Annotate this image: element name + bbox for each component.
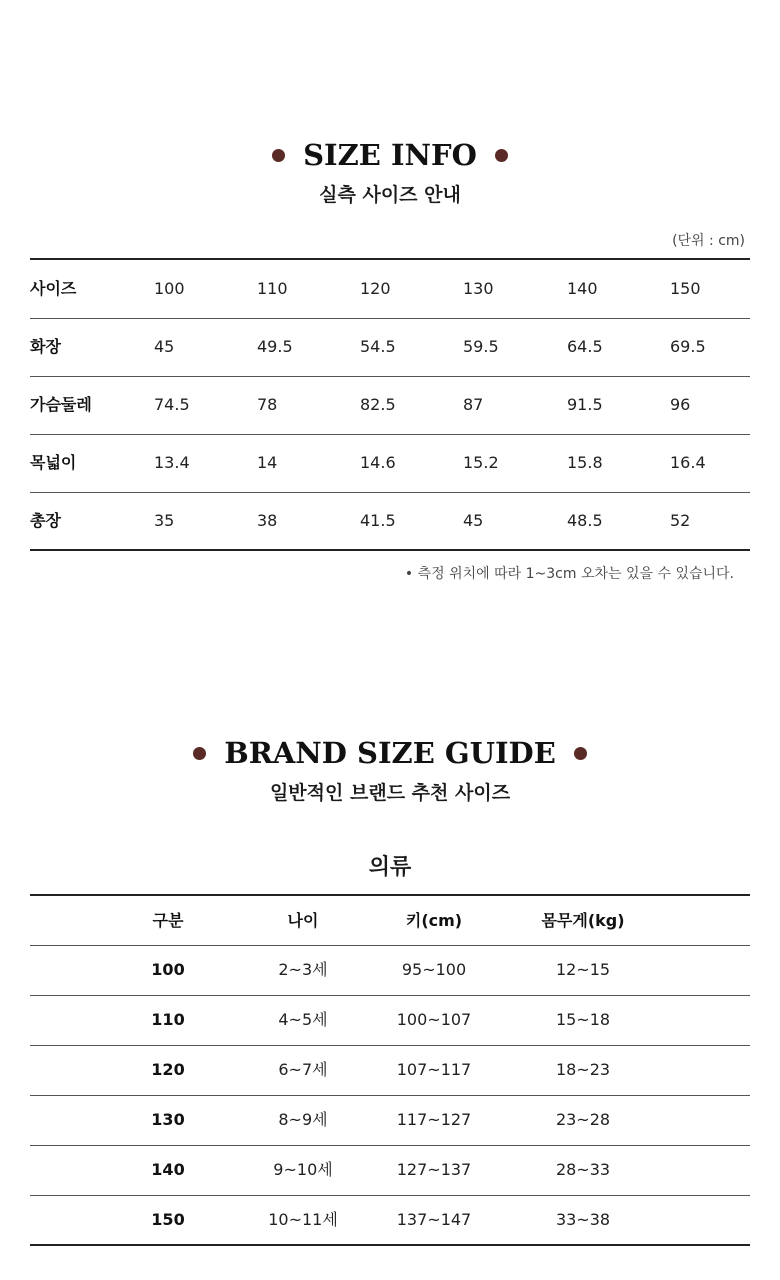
guide-cell: 95~100 bbox=[401, 960, 467, 979]
header-divider bbox=[30, 945, 750, 946]
size-cell: 82.5 bbox=[360, 395, 396, 414]
column-header: 구분 bbox=[152, 910, 184, 930]
guide-cell: 10~11세 bbox=[268, 1210, 338, 1229]
guide-cell: 137~147 bbox=[396, 1210, 472, 1229]
size-value: 140 bbox=[151, 1160, 185, 1179]
size-cell: 130 bbox=[463, 279, 494, 298]
size-cell: 69.5 bbox=[670, 337, 706, 356]
row-divider bbox=[30, 318, 750, 319]
size-cell: 16.4 bbox=[670, 453, 706, 472]
size-cell: 35 bbox=[154, 511, 175, 530]
guide-cell: 18~23 bbox=[555, 1060, 611, 1079]
size-cell: 14 bbox=[257, 453, 278, 472]
size-row-label: 가슴둘레 bbox=[30, 395, 92, 414]
guide-cell: 107~117 bbox=[396, 1060, 472, 1079]
size-cell: 48.5 bbox=[567, 511, 603, 530]
guide-cell: 4~5세 bbox=[278, 1010, 328, 1029]
size-cell: 45 bbox=[154, 337, 175, 356]
guide-cell: 8~9세 bbox=[278, 1110, 328, 1129]
size-info-title: SIZE INFO bbox=[303, 138, 477, 172]
column-header: 나이 bbox=[287, 910, 319, 930]
guide-cell: 117~127 bbox=[396, 1110, 472, 1129]
size-cell: 120 bbox=[360, 279, 391, 298]
size-value: 120 bbox=[151, 1060, 185, 1079]
size-cell: 78 bbox=[257, 395, 278, 414]
size-cell: 91.5 bbox=[567, 395, 603, 414]
size-cell: 64.5 bbox=[567, 337, 603, 356]
size-row-label: 목넓이 bbox=[30, 453, 77, 472]
size-cell: 49.5 bbox=[257, 337, 293, 356]
brand-table-top-rule bbox=[30, 894, 750, 896]
size-cell: 41.5 bbox=[360, 511, 396, 530]
bullet-dot-icon bbox=[193, 747, 206, 760]
guide-cell: 2~3세 bbox=[278, 960, 328, 979]
bullet-dot-icon bbox=[495, 149, 508, 162]
bullet-dot-icon bbox=[272, 149, 285, 162]
guide-cell: 9~10세 bbox=[273, 1160, 333, 1179]
brand-guide-subtitle: 일반적인 브랜드 추천 사이즈 bbox=[269, 782, 511, 804]
brand-table-bottom-rule bbox=[30, 1244, 750, 1246]
size-row-label: 총장 bbox=[30, 511, 61, 530]
size-cell: 15.8 bbox=[567, 453, 603, 472]
row-divider bbox=[30, 434, 750, 435]
row-divider bbox=[30, 995, 750, 996]
column-header: 키(cm) bbox=[405, 910, 463, 930]
brand-guide-heading bbox=[0, 736, 780, 770]
guide-cell: 12~15 bbox=[555, 960, 611, 979]
size-cell: 100 bbox=[154, 279, 185, 298]
table-bottom-rule bbox=[30, 549, 750, 551]
guide-cell: 15~18 bbox=[555, 1010, 611, 1029]
size-cell: 110 bbox=[257, 279, 288, 298]
size-cell: 59.5 bbox=[463, 337, 499, 356]
size-cell: 38 bbox=[257, 511, 278, 530]
row-divider bbox=[30, 1095, 750, 1096]
unit-label: (단위 : cm) bbox=[672, 233, 745, 249]
size-cell: 96 bbox=[670, 395, 691, 414]
size-value: 100 bbox=[151, 960, 185, 979]
guide-cell: 33~38 bbox=[555, 1210, 611, 1229]
size-cell: 14.6 bbox=[360, 453, 396, 472]
size-cell: 140 bbox=[567, 279, 598, 298]
size-cell: 52 bbox=[670, 511, 691, 530]
size-value: 150 bbox=[151, 1210, 185, 1229]
size-row-label: 사이즈 bbox=[30, 279, 77, 298]
row-divider bbox=[30, 1195, 750, 1196]
guide-cell: 6~7세 bbox=[278, 1060, 328, 1079]
category-label: 의류 bbox=[368, 855, 412, 880]
brand-guide-title: BRAND SIZE GUIDE bbox=[224, 736, 556, 770]
column-header: 몸무게(kg) bbox=[541, 910, 625, 930]
row-divider bbox=[30, 376, 750, 377]
guide-cell: 100~107 bbox=[396, 1010, 472, 1029]
row-divider bbox=[30, 1045, 750, 1046]
table-top-rule bbox=[30, 258, 750, 260]
size-cell: 13.4 bbox=[154, 453, 190, 472]
size-cell: 150 bbox=[670, 279, 701, 298]
guide-cell: 23~28 bbox=[555, 1110, 611, 1129]
size-info-subtitle: 실측 사이즈 안내 bbox=[319, 184, 461, 206]
guide-cell: 127~137 bbox=[396, 1160, 472, 1179]
size-cell: 87 bbox=[463, 395, 484, 414]
size-value: 110 bbox=[151, 1010, 185, 1029]
size-value: 130 bbox=[151, 1110, 185, 1129]
size-row-label: 화장 bbox=[30, 337, 61, 356]
measurement-note: • 측정 위치에 따라 1~3cm 오차는 있을 수 있습니다. bbox=[404, 566, 734, 582]
size-cell: 45 bbox=[463, 511, 484, 530]
bullet-dot-icon bbox=[574, 747, 587, 760]
size-cell: 74.5 bbox=[154, 395, 190, 414]
size-info-heading bbox=[0, 138, 780, 172]
guide-cell: 28~33 bbox=[555, 1160, 611, 1179]
size-cell: 54.5 bbox=[360, 337, 396, 356]
row-divider bbox=[30, 492, 750, 493]
size-cell: 15.2 bbox=[463, 453, 499, 472]
row-divider bbox=[30, 1145, 750, 1146]
